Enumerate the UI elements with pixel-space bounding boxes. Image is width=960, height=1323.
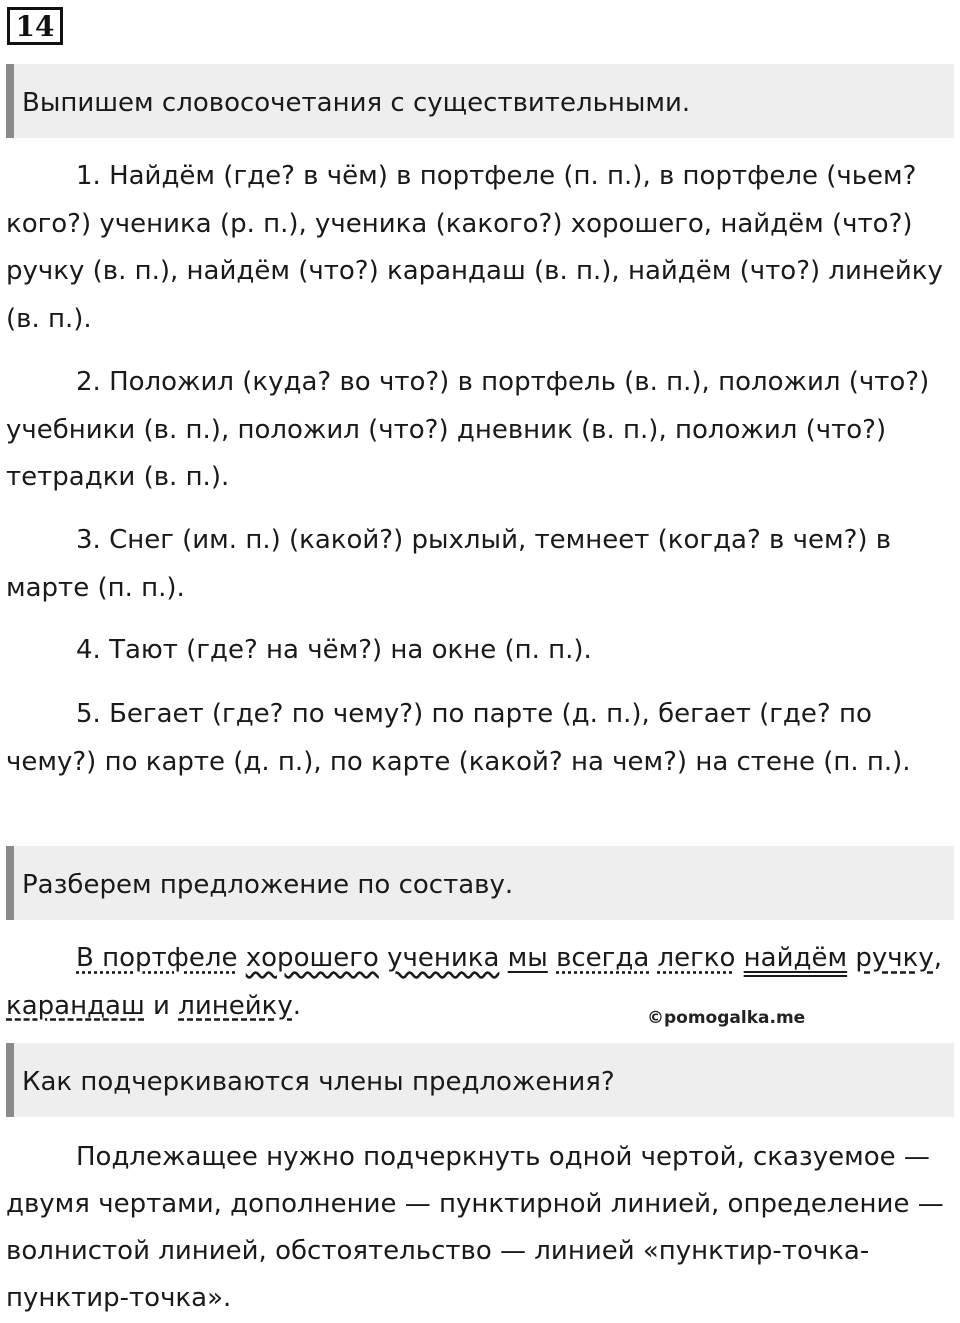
adverbial-word: легко: [657, 943, 736, 973]
adverbial-phrase: В портфеле: [76, 943, 238, 973]
phrase-item-2: 2. Положил (куда? во что?) в портфель (в. п.), положил (что?) учебники (в. п.), положил (что?) дневник (в. п.), положил (что?) тетрадки (в. п.).: [6, 367, 930, 492]
watermark: ©pomogalka.me: [647, 1008, 806, 1028]
underline-rules-text: Подлежащее нужно подчеркнуть одной чертой, сказуемое — двумя чертами, дополнение — пунктирной линией, определение — волнистой линией, обстоятельство — линией «пунктир-точка-пунктир-точка».: [6, 1142, 944, 1313]
phrase-item-3: 3. Снег (им. п.) (какой?) рыхлый, темнеет (когда? в чем?) в марте (п. п.).: [6, 525, 892, 603]
adverbial-word: всегда: [556, 943, 650, 973]
object-word: карандаш: [6, 990, 145, 1021]
parsed-sentence: В портфеле хорошего ученика мы всегда легко найдём ручку, карандаш и линейку.: [6, 943, 942, 1021]
task-number: 14: [7, 7, 63, 45]
predicate-word: найдём: [743, 943, 848, 973]
attribute-word: ученика: [387, 943, 500, 973]
section-heading-phrases: Выпишем словосочетания с существительными.: [6, 64, 954, 138]
section-heading-underline: Как подчеркиваются члены предложения?: [6, 1043, 954, 1117]
attribute-word: хорошего: [245, 943, 379, 973]
object-word: ручку: [855, 943, 934, 973]
section-heading-parse: Разберем предложение по составу.: [6, 846, 954, 920]
phrase-item-1: 1. Найдём (где? в чём) в портфеле (п. п.), в портфеле (чьем? кого?) ученика (р. п.), ученика (какого?) хорошего, найдём (что?) ручку (в. п.), найдём (что?) карандаш (в. п.), найдём (что?) линейку (в. п.).: [6, 161, 943, 334]
object-word: линейку: [178, 990, 293, 1021]
phrase-item-4: 4. Тают (где? на чём?) на окне (п. п.).: [76, 635, 592, 665]
phrase-item-5: 5. Бегает (где? по чему?) по парте (д. п.), бегает (где? по чему?) по карте (д. п.), по карте (какой? на чем?) на стене (п. п.).: [6, 699, 911, 777]
subject-word: мы: [507, 943, 548, 973]
